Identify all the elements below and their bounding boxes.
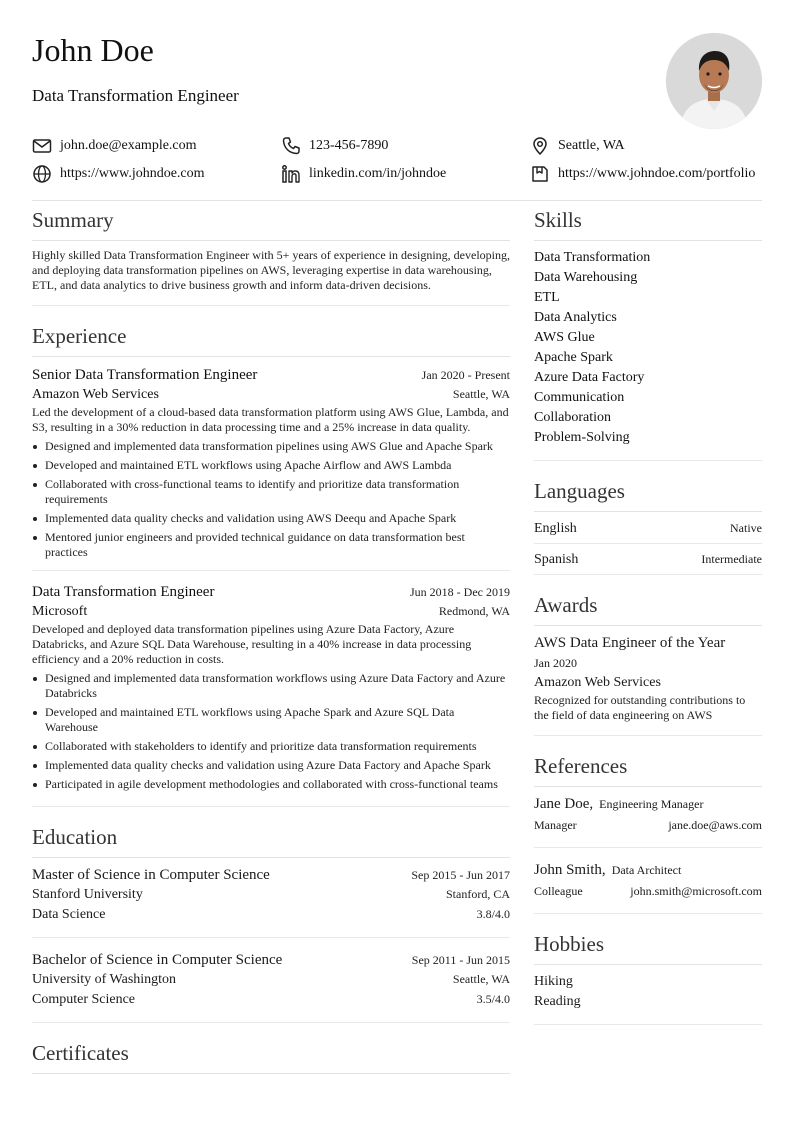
candidate-title: Data Transformation Engineer bbox=[32, 86, 239, 105]
reference-item bbox=[534, 794, 762, 848]
language-name: Spanish bbox=[534, 552, 579, 567]
skill-item: Collaboration bbox=[534, 410, 611, 425]
certificates-heading: Certificates bbox=[32, 1039, 510, 1074]
phone-text: 123-456-7890 bbox=[309, 138, 389, 153]
reference-role: Engineering Manager bbox=[599, 797, 704, 811]
education-dates: Sep 2011 - Jun 2015 bbox=[411, 953, 510, 967]
skill-item: Data Transformation bbox=[534, 250, 651, 265]
job-bullets bbox=[32, 439, 510, 560]
education-dates: Sep 2015 - Jun 2017 bbox=[411, 868, 510, 882]
job-title: Senior Data Transformation Engineer bbox=[32, 367, 258, 383]
award-date: Jan 2020 bbox=[534, 656, 577, 670]
job-dates: Jun 2018 - Dec 2019 bbox=[410, 585, 510, 599]
education-section bbox=[32, 823, 510, 1023]
award-description: Recognized for outstanding contributions to the field of data engineering on AWS bbox=[534, 693, 746, 722]
education-heading: Education bbox=[32, 823, 510, 858]
side-column bbox=[534, 206, 762, 1025]
phone-icon bbox=[281, 136, 301, 156]
job-bullets bbox=[32, 671, 510, 792]
job-location: Seattle, WA bbox=[452, 387, 510, 401]
languages-section bbox=[534, 477, 762, 575]
degree: Master of Science in Computer Science bbox=[32, 867, 270, 883]
bullet-item: Implemented data quality checks and validation using AWS Deequ and Apache Spark bbox=[32, 511, 510, 526]
hobbies-section bbox=[534, 930, 762, 1025]
contact-email[interactable] bbox=[32, 135, 197, 157]
main-column bbox=[32, 206, 510, 1081]
skill-item: Communication bbox=[534, 390, 625, 405]
contact-portfolio[interactable] bbox=[530, 163, 755, 185]
field-of-study: Data Science bbox=[32, 907, 106, 922]
contact-location bbox=[530, 135, 625, 157]
job-description: Led the development of a cloud-based data transformation platform using AWS Glue, Lambda, and S3, resulting in a 30% reduction in data processing time and a 25% increase in data quality. bbox=[32, 405, 509, 434]
skill-item: Data Analytics bbox=[534, 310, 617, 325]
bullet-item: Developed and maintained ETL workflows using Apache Airflow and AWS Lambda bbox=[32, 458, 510, 473]
contact-website[interactable] bbox=[32, 163, 205, 185]
location-text: Seattle, WA bbox=[558, 138, 625, 153]
skill-item: ETL bbox=[534, 290, 560, 305]
skills-heading: Skills bbox=[534, 206, 762, 241]
summary-text: Highly skilled Data Transformation Engineer with 5+ years of experience in designing, developing, and deploying data transformation pipelines on AWS, leveraging expertise in data warehousing, ETL, and data analytics to drive business growth and inform data-driven decisions. bbox=[32, 248, 510, 292]
languages-heading: Languages bbox=[534, 477, 762, 512]
experience-item bbox=[32, 364, 510, 560]
bullet-item: Collaborated with stakeholders to identify and prioritize data transformation requirements bbox=[32, 739, 510, 754]
contact-phone[interactable] bbox=[281, 135, 388, 157]
education-item bbox=[32, 865, 510, 938]
language-name: English bbox=[534, 521, 577, 536]
skill-item: Data Warehousing bbox=[534, 270, 638, 285]
reference-name: John Smith, bbox=[534, 862, 606, 878]
skill-item: AWS Glue bbox=[534, 330, 595, 345]
candidate-name: John Doe bbox=[32, 32, 154, 68]
email-text: john.doe@example.com bbox=[60, 138, 197, 153]
job-description: Developed and deployed data transformation pipelines using Azure Data Factory, Azure Databricks, and Azure SQL Data Warehouse, resulting in a 40% increase in data processing efficiency and a 20% reduction in costs. bbox=[32, 622, 472, 666]
school-location: Stanford, CA bbox=[446, 887, 510, 901]
award-organization: Amazon Web Services bbox=[534, 675, 661, 690]
globe-icon bbox=[32, 164, 52, 184]
gpa: 3.5/4.0 bbox=[476, 992, 510, 1006]
skill-item: Problem-Solving bbox=[534, 430, 630, 445]
reference-relation: Colleague bbox=[534, 884, 583, 898]
bullet-item: Mentored junior engineers and provided technical guidance on data transformation best practices bbox=[32, 530, 510, 560]
field-of-study: Computer Science bbox=[32, 992, 136, 1007]
portfolio-icon bbox=[530, 164, 550, 184]
language-level: Native bbox=[730, 521, 762, 535]
bullet-item: Designed and implemented data transformation pipelines using AWS Glue and Apache Spark bbox=[32, 439, 510, 454]
contact-info bbox=[32, 135, 762, 191]
job-dates: Jan 2020 - Present bbox=[421, 368, 510, 382]
skill-item: Azure Data Factory bbox=[534, 370, 645, 385]
experience-heading: Experience bbox=[32, 322, 510, 357]
linkedin-icon bbox=[281, 164, 301, 184]
mail-icon bbox=[32, 136, 52, 156]
school: University of Washington bbox=[32, 972, 177, 987]
experience-item bbox=[32, 581, 510, 792]
education-item bbox=[32, 950, 510, 1023]
summary-heading: Summary bbox=[32, 206, 510, 241]
bullet-item: Designed and implemented data transformation workflows using Azure Data Factory and Azure Databricks bbox=[32, 671, 510, 701]
reference-name: Jane Doe, bbox=[534, 796, 594, 812]
bullet-item: Implemented data quality checks and validation using Azure Data Factory and Apache Spark bbox=[32, 758, 510, 773]
job-location: Redmond, WA bbox=[438, 604, 510, 618]
profile-photo-image bbox=[666, 33, 762, 129]
portfolio-text: https://www.johndoe.com/portfolio bbox=[558, 166, 756, 181]
hobby-item: Hiking bbox=[534, 974, 573, 989]
profile-photo bbox=[666, 33, 762, 129]
award-title: AWS Data Engineer of the Year bbox=[534, 635, 726, 651]
reference-item bbox=[534, 860, 762, 914]
summary-section bbox=[32, 206, 510, 306]
job-company: Amazon Web Services bbox=[32, 387, 159, 402]
map-pin-icon bbox=[530, 136, 550, 156]
reference-email[interactable]: john.smith@microsoft.com bbox=[630, 884, 762, 898]
website-text: https://www.johndoe.com bbox=[60, 166, 205, 181]
language-item bbox=[534, 550, 762, 575]
language-level: Intermediate bbox=[701, 552, 762, 566]
hobby-item: Reading bbox=[534, 994, 581, 1009]
contact-linkedin[interactable] bbox=[281, 163, 446, 185]
references-heading: References bbox=[534, 752, 762, 787]
hobbies-heading: Hobbies bbox=[534, 930, 762, 965]
reference-email[interactable]: jane.doe@aws.com bbox=[668, 818, 762, 832]
references-section bbox=[534, 752, 762, 914]
linkedin-text: linkedin.com/in/johndoe bbox=[309, 166, 447, 181]
job-title: Data Transformation Engineer bbox=[32, 584, 215, 600]
bullet-item: Collaborated with cross-functional teams to identify and prioritize data transformation requirements bbox=[32, 477, 510, 507]
awards-heading: Awards bbox=[534, 591, 762, 626]
certificates-section bbox=[32, 1039, 510, 1074]
reference-role: Data Architect bbox=[611, 863, 682, 877]
resume-header bbox=[32, 30, 762, 130]
school-location: Seattle, WA bbox=[452, 972, 510, 986]
reference-relation: Manager bbox=[534, 818, 577, 832]
school: Stanford University bbox=[32, 887, 143, 902]
gpa: 3.8/4.0 bbox=[476, 907, 510, 921]
skills-section bbox=[534, 206, 762, 461]
experience-section bbox=[32, 322, 510, 807]
header-divider bbox=[32, 200, 762, 201]
skill-item: Apache Spark bbox=[534, 350, 613, 365]
bullet-item: Developed and maintained ETL workflows using Apache Spark and Azure SQL Data Warehouse bbox=[32, 705, 510, 735]
language-item bbox=[534, 519, 762, 544]
degree: Bachelor of Science in Computer Science bbox=[32, 952, 283, 968]
awards-section bbox=[534, 591, 762, 736]
job-company: Microsoft bbox=[32, 604, 88, 619]
bullet-item: Participated in agile development methodologies and collaborated with cross-functional teams bbox=[32, 777, 510, 792]
